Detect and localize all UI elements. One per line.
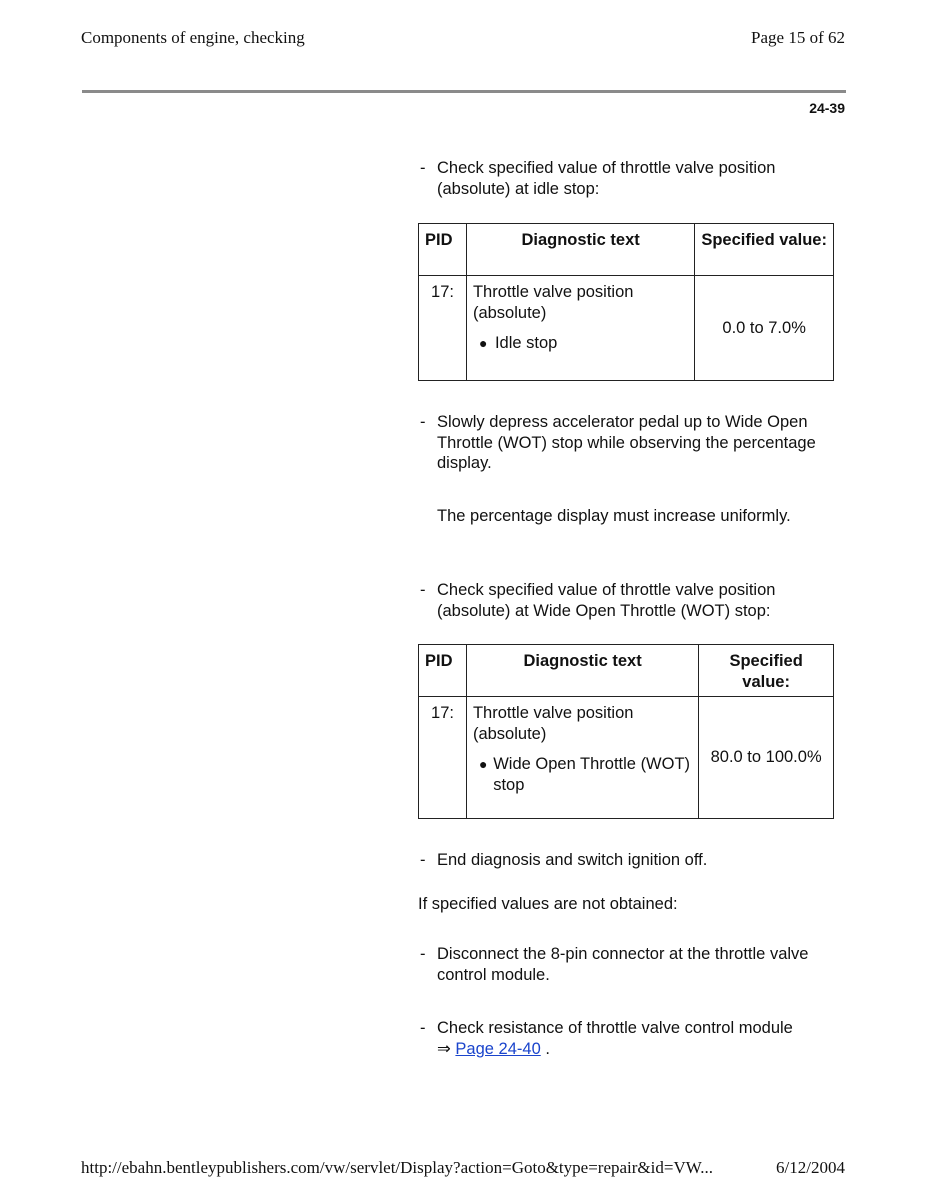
step-disconnect — [420, 944, 840, 985]
bullet-icon: ● — [478, 335, 488, 351]
bullet-item — [473, 333, 688, 354]
step-text: Slowly depress accelerator pedal up to Wide Open Throttle (WOT) stop while observing the percentage display. — [437, 413, 816, 472]
pid-cell: 17: — [419, 697, 467, 819]
diag-header: Diagnostic text — [466, 645, 698, 697]
step-dash: - — [420, 945, 426, 963]
step-check-idle — [420, 158, 840, 199]
table-row — [419, 276, 834, 381]
spec-value-cell: 0.0 to 7.0% — [695, 276, 834, 381]
footer-date: 6/12/2004 — [776, 1158, 845, 1177]
bullet-text: Idle stop — [494, 334, 558, 352]
spec-table-idle — [418, 223, 834, 381]
step-text: Check specified value of throttle valve position (absolute) at Wide Open Throttle (WOT) stop: — [437, 581, 776, 620]
step-text: Check specified value of throttle valve position (absolute) at idle stop: — [437, 159, 776, 198]
step-end-punct: . — [545, 1039, 550, 1058]
step-note: The percentage display must increase uniformly. — [437, 507, 791, 525]
step-text: Disconnect the 8-pin connector at the throttle valve control module. — [437, 945, 809, 984]
step-check-wot — [420, 580, 840, 621]
footer-url: http://ebahn.bentleypublishers.com/vw/servlet/Display?action=Goto&type=repair&id=VW... — [81, 1158, 713, 1177]
diag-text: Throttle valve position (absolute) — [472, 704, 634, 743]
step-text — [420, 1018, 840, 1059]
bullet-item — [473, 754, 692, 795]
step-dash: - — [420, 1019, 426, 1037]
bullet-icon: ● — [478, 756, 488, 772]
section-number: 24-39 — [809, 100, 845, 116]
step-check-resistance — [420, 1018, 840, 1059]
arrow-icon: ⇒ — [437, 1039, 451, 1058]
step-text: End diagnosis and switch ignition off. — [437, 851, 708, 869]
diag-cell — [466, 276, 694, 381]
page-link[interactable]: Page 24-40 — [455, 1039, 541, 1058]
diag-text: Throttle valve position (absolute) — [472, 283, 634, 322]
diag-header: Diagnostic text — [466, 224, 694, 276]
table-header-row — [419, 645, 834, 697]
header-divider — [82, 90, 846, 93]
document-title: Components of engine, checking — [81, 28, 305, 47]
condition-text: If specified values are not obtained: — [418, 895, 678, 913]
step-dash: - — [420, 581, 426, 599]
page-indicator: Page 15 of 62 — [751, 28, 845, 47]
step-end-diagnosis — [420, 850, 840, 871]
table-row — [419, 697, 834, 819]
pid-header: PID — [419, 224, 467, 276]
spec-header: Specified value: — [695, 224, 834, 276]
table-header-row — [419, 224, 834, 276]
pid-header: PID — [419, 645, 467, 697]
step-dash: - — [420, 851, 426, 869]
step-dash: - — [420, 159, 426, 177]
spec-table-wot — [418, 644, 834, 819]
step-text-main: Check resistance of throttle valve control module — [437, 1019, 793, 1037]
step-depress-pedal — [420, 412, 840, 474]
pid-cell: 17: — [419, 276, 467, 381]
diag-cell — [466, 697, 698, 819]
spec-value-cell: 80.0 to 100.0% — [699, 697, 834, 819]
step-dash: - — [420, 413, 426, 431]
spec-header: Specified value: — [699, 645, 834, 697]
bullet-text: Wide Open Throttle (WOT) stop — [493, 755, 691, 794]
